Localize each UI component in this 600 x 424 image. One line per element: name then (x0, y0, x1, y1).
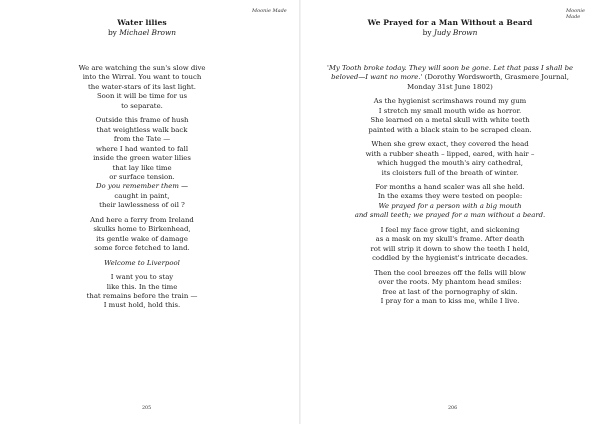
poem-line: over the roots. My phantom head smiles: (378, 278, 522, 287)
poem-line: into the Wirral. You want to touch (82, 73, 202, 82)
byline-prefix: by (107, 28, 117, 37)
poem-line: as a mask on my skull's frame. After death (375, 235, 525, 244)
poem-line: their lawlessness of oil ? (99, 201, 185, 210)
poem-line: which hugged the mouth's airy cathedral, (377, 159, 523, 168)
right-page (300, 0, 600, 424)
poem-line: with a rubber sheath – lipped, eared, with hair – (365, 149, 535, 158)
poem-line: I must hold, hold this. (103, 301, 181, 310)
poem-line: its gentle wake of damage (96, 234, 188, 243)
poem-line: Then the cool breezes off the fells will blow (374, 268, 526, 277)
poem-line: I want you to stay (110, 273, 174, 282)
poem-line: its cloisters full of the breath of winter. (381, 168, 519, 177)
running-head: Moonie Made (252, 8, 287, 14)
poem-line: Welcome to Liverpool (104, 258, 180, 267)
poem-line: where I had wanted to fall (95, 144, 189, 153)
poem-line: I stretch my small mouth wide as horror. (378, 106, 522, 115)
poem-line: skulks home to Birkenhead, (93, 225, 191, 234)
poem-author: Judy Brown (433, 28, 478, 37)
poem-line: And here a ferry from Ireland (90, 215, 194, 224)
poem-line: that weightless walk back (96, 125, 188, 134)
poem-line: She learned on a metal skull with white teeth (370, 116, 530, 125)
poem-line: from the Tate — (113, 135, 171, 144)
poem-line: to separate. (121, 101, 163, 110)
poem-line: 'My Tooth broke today. They will soon be gone. Let that pass I shall be (326, 64, 574, 72)
poem-line: rot will strip it down to show the teeth I held, (370, 244, 530, 253)
poem-body (300, 64, 600, 311)
poem-line: Outside this frame of hush (95, 116, 189, 125)
poem-line: For months a hand scaler was all she held. (375, 182, 525, 191)
poem-line: In the exams they were tested on people: (377, 192, 523, 201)
running-head: Moonie Made (566, 8, 585, 20)
poem-line: free at last of the pornography of skin. (382, 287, 518, 296)
page-number: 205 (142, 406, 152, 411)
stanza (0, 259, 292, 268)
poem-line: and small teeth; we prayed for a man without a beard. (354, 211, 546, 220)
poem-line: Soon it will be time for us (96, 92, 188, 101)
poem-line: that remains before the train — (86, 291, 198, 300)
stanza (300, 226, 600, 264)
poem-body (0, 64, 292, 316)
poem-title: Water lilies (117, 18, 167, 27)
poem-line: inside the green water lilies (93, 154, 191, 163)
stanza (0, 116, 292, 211)
poem-byline (0, 28, 292, 37)
byline-prefix: by (422, 28, 432, 37)
stanza (300, 183, 600, 221)
poem-line: We prayed for a person with a big mouth (378, 201, 522, 210)
poem-line: We are watching the sun's slow dive (78, 64, 206, 72)
poem-line: As the hygienist scrimshaws round my gum (373, 97, 527, 106)
poem-line: I pray for a man to kiss me, while I live. (380, 296, 520, 305)
stanza (0, 216, 292, 254)
poem-line: Monday 31st June 1802) (407, 82, 493, 91)
poem-line: or surface tension. (109, 172, 175, 181)
poem-line: that lay like time (112, 163, 172, 172)
poem-line: beloved—I want no more.' (Dorothy Wordsworth, Grasmere Journal, (331, 73, 569, 82)
page-number: 206 (448, 406, 458, 411)
poem-line: painted with a black stain to be scraped clean. (368, 125, 532, 134)
poem-line: I feel my face grow tight, and sickening (380, 225, 520, 234)
poem-line: coddled by the hygienist's intricate decades. (372, 254, 528, 263)
poem-line: like this. In the time (106, 282, 178, 291)
poem-author: Michael Brown (119, 28, 177, 37)
stanza (0, 64, 292, 111)
poem-byline (300, 28, 600, 37)
stanza (300, 269, 600, 307)
stanza (300, 64, 600, 92)
poem-line: caught in paint, (114, 191, 170, 200)
poem-line: Do you remember them — (96, 182, 188, 191)
poem-line: some force fetched to land. (94, 244, 190, 253)
stanza (0, 273, 292, 311)
poem-line: When she grew exact, they covered the head (371, 140, 529, 149)
poem-line: the water-stars of its last light. (88, 82, 196, 91)
poem-title: We Prayed for a Man Without a Beard (367, 18, 533, 27)
stanza (300, 97, 600, 135)
stanza (300, 140, 600, 178)
